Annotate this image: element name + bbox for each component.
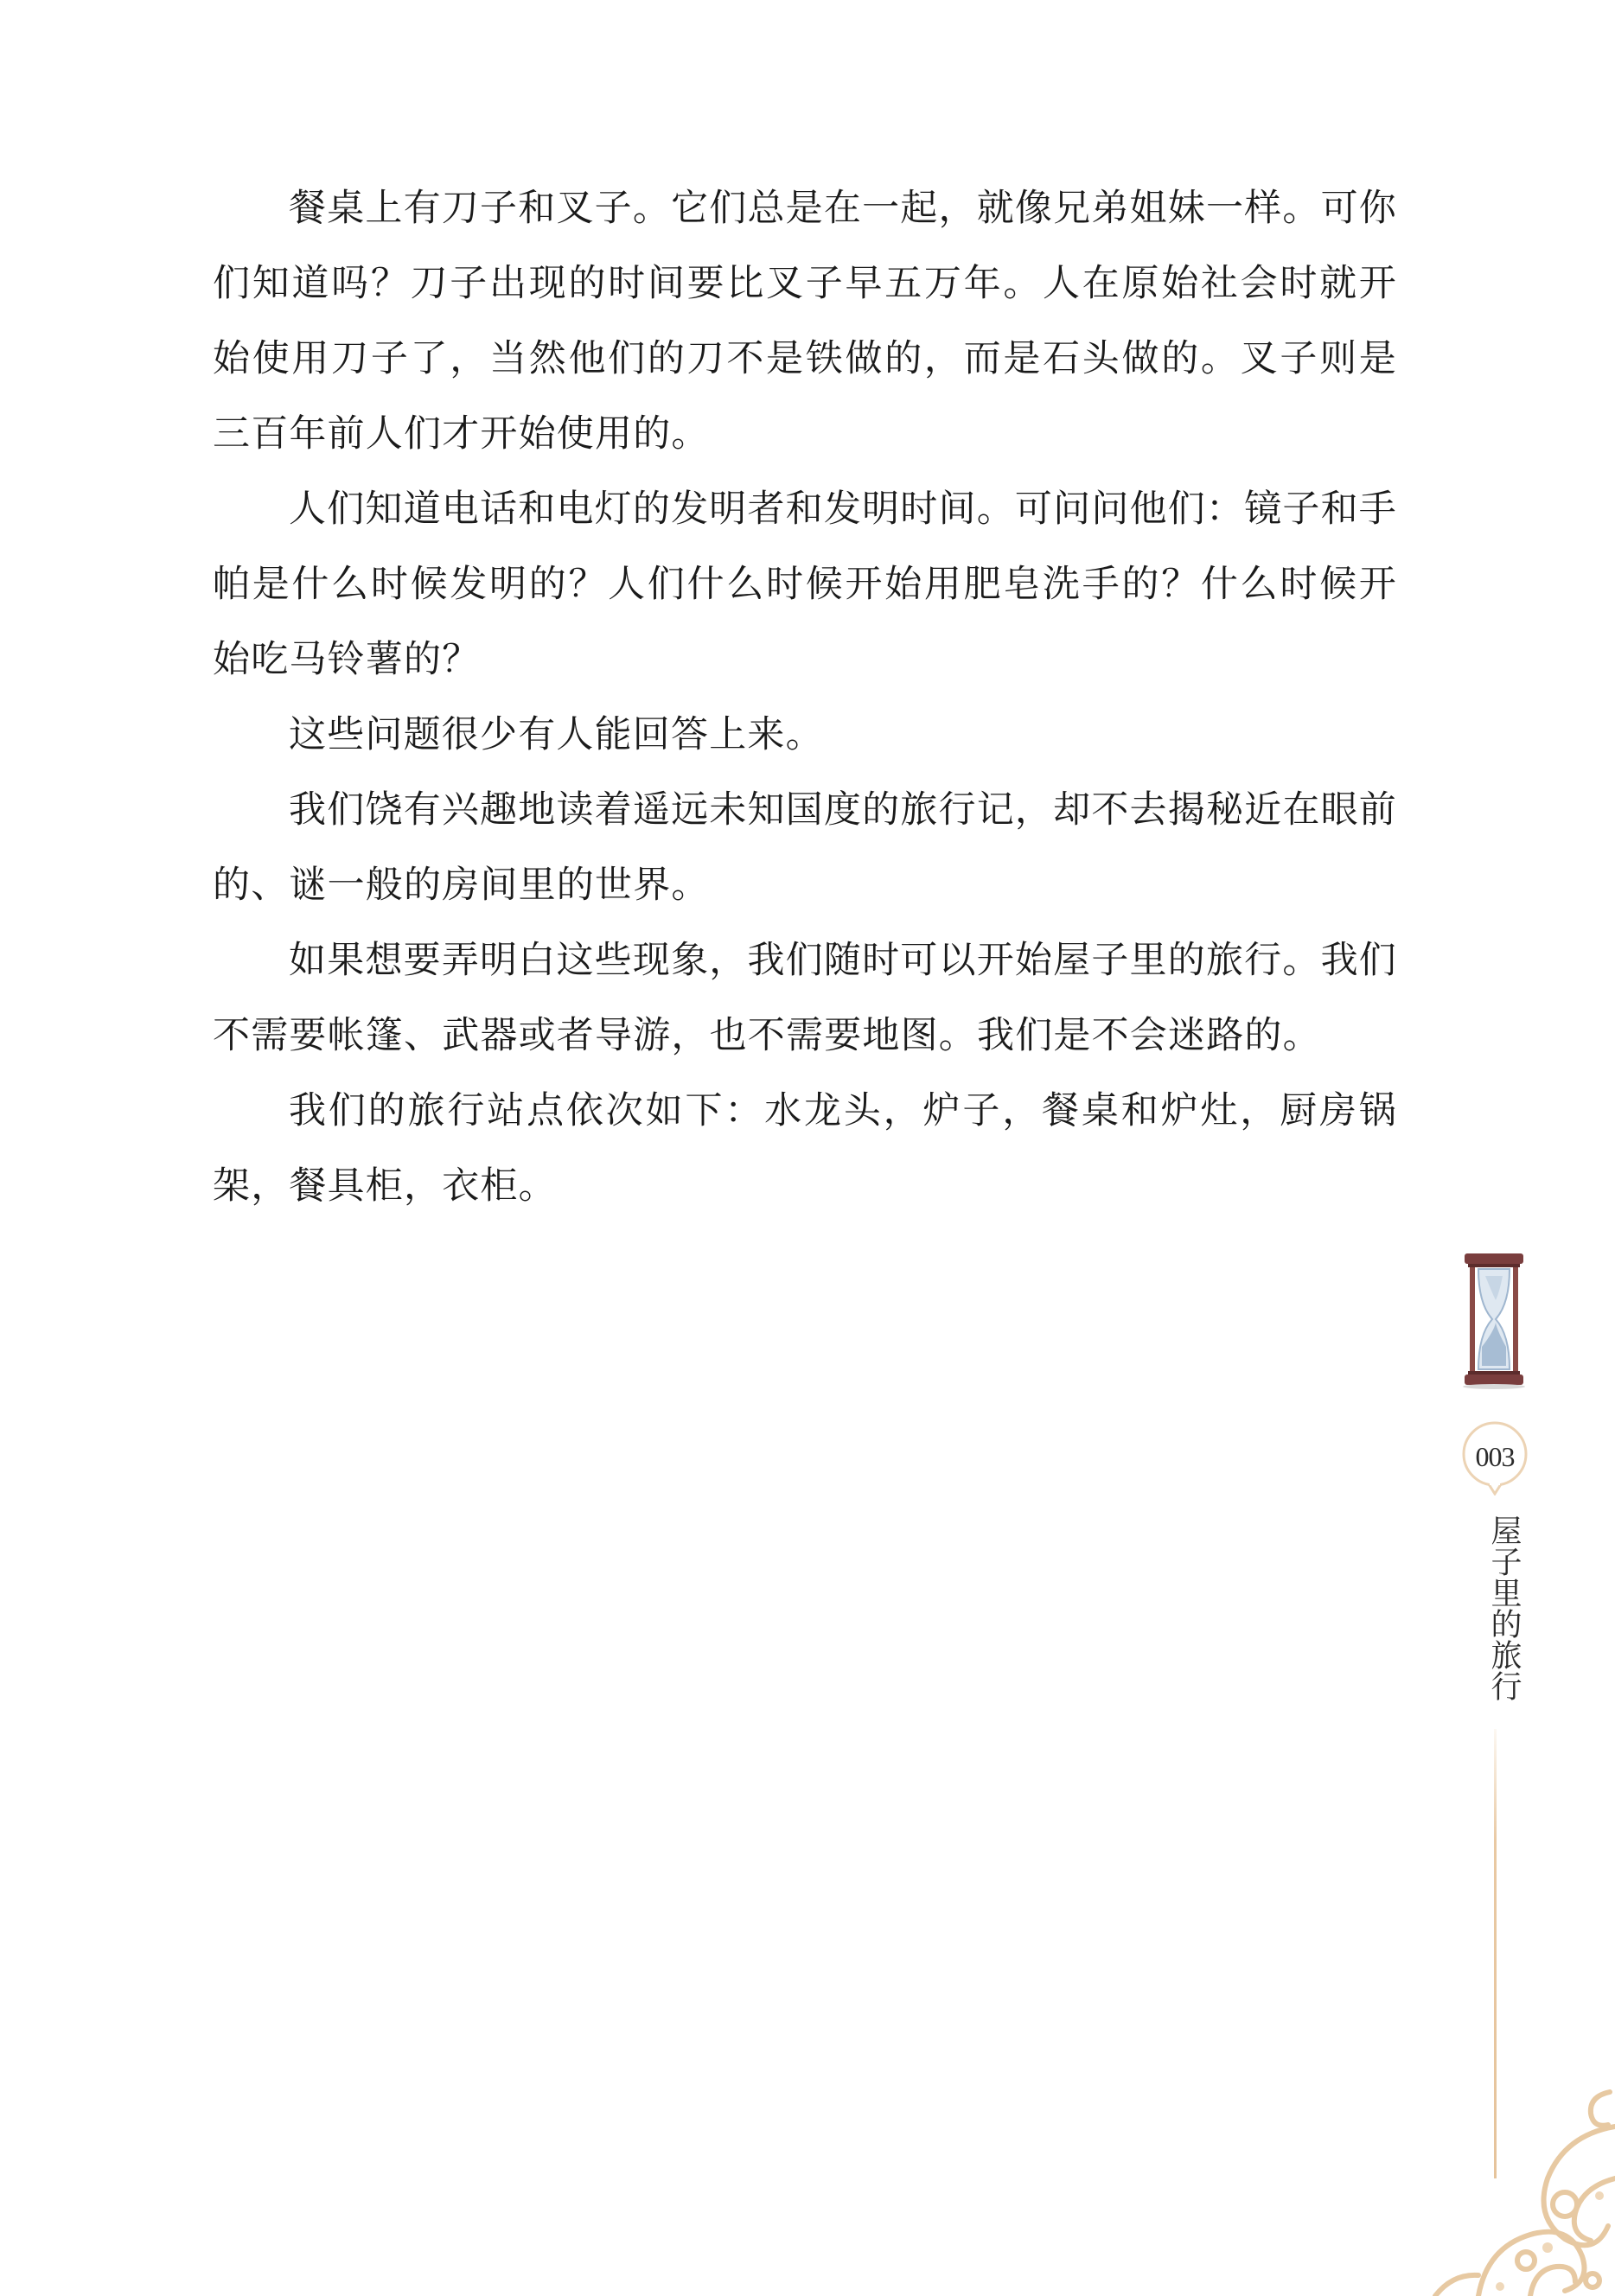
body-text xyxy=(213,171,1397,1224)
paragraph: 餐桌上有刀子和叉子。它们总是在一起，就像兄弟姐妹一样。可你们知道吗？刀子出现的时间要比叉子早五万年。人在原始社会时就开始使用刀子了，当然他们的刀不是铁做的，而是石头做的。叉子则是三百年前人们才开始使用的。 xyxy=(213,187,1397,456)
running-title: 屋子里的旅行 xyxy=(1486,1515,1522,1701)
page-number: 003 xyxy=(1475,1441,1515,1472)
paragraph: 人们知道电话和电灯的发明者和发明时间。可问问他们：镜子和手帕是什么时候发明的？人们什么时候开始用肥皂洗手的？什么时候开始吃马铃薯的？ xyxy=(213,488,1397,681)
hourglass-icon xyxy=(1461,1252,1527,1390)
paragraph: 我们的旅行站点依次如下：水龙头，炉子，餐桌和炉灶，厨房锅架，餐具柜，衣柜。 xyxy=(213,1089,1397,1208)
paragraph: 如果想要弄明白这些现象，我们随时可以开始屋子里的旅行。我们不需要帐篷、武器或者导游，也不需要地图。我们是不会迷路的。 xyxy=(213,939,1397,1057)
paragraph: 这些问题很少有人能回答上来。 xyxy=(289,713,824,756)
floral-corner-ornament xyxy=(1349,2075,1615,2296)
paragraph: 我们饶有兴趣地读着遥远未知国度的旅行记，却不去揭秘近在眼前的、谜一般的房间里的世界。 xyxy=(213,788,1397,907)
